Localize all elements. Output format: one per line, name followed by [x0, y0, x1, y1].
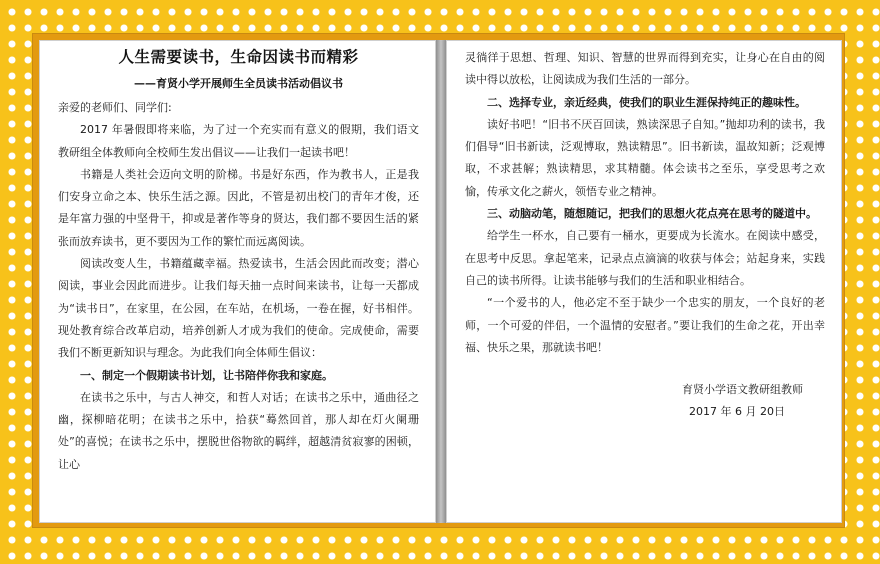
body-paragraph: 书籍是人类社会迈向文明的阶梯。书是好东西，作为教书人，正是我们安身立命之本、快乐生活之源。因此，不管是初出校门的青年才俊，还是年富力强的中坚骨干，抑或是著作等身的贤达，我们都不要因生活的紧张而放弃读书，更不要因为工作的繁忙而远离阅读。 — [58, 167, 419, 248]
document-subtitle: ——育贤小学开展师生全员读书活动倡议书 — [134, 77, 343, 90]
left-page — [39, 40, 436, 523]
body-paragraph: “一个爱书的人，他必定不至于缺少一个忠实的朋友，一个良好的老师，一个可爱的伴侣，一个温情的安慰者。”要让我们的生命之花，开出幸福、快乐之果，那就读书吧！ — [465, 296, 825, 354]
body-paragraph: 2017 年暑假即将来临，为了过一个充实而有意义的假期，我们语文教研组全体教师向全校师生发出倡议——让我们一起读书吧！ — [58, 123, 419, 159]
document-title: 人生需要读书，生命因读书而精彩 — [118, 47, 359, 66]
body-paragraph: 阅读改变人生，书籍蕴藏幸福。热爱读书，生活会因此而改变；潜心阅读，事业会因此而进步。让我们每天抽一点时间来读书，让每一天都成为“读书日”，在家里，在公园，在车站，在机场，一卷在握，好书相伴。现处教育综合改革启动，培养创新人才成为我们的使命。完成使命，需要我们不断更新知识与理念。为此我们向全体师生倡议： — [58, 257, 419, 360]
section-heading: 三、动脑动笔，随想随记，把我们的思想火花点亮在思考的隧道中。 — [487, 207, 817, 221]
left-body — [58, 119, 419, 476]
right-body — [465, 47, 825, 359]
date: 2017 年 6 月 20日 — [689, 405, 785, 419]
section-heading: 一、制定一个假期读书计划，让书陪伴你我和家庭。 — [80, 368, 333, 382]
page-gutter — [436, 40, 446, 523]
body-paragraph: 读好书吧！“旧书不厌百回读，熟读深思子自知。”抛却功利的读书，我们倡导“旧书新读，泛观博取，熟读精思”。旧书新读，温故知新；泛观博取，不求甚解；熟读精思，求其精髓。体会读书之至乐，享受思考之欢愉，传承文化之薪火，领悟专业之精神。 — [465, 117, 825, 198]
right-page — [446, 40, 842, 523]
section-heading: 二、选择专业，亲近经典，使我们的职业生涯保持纯正的趣味性。 — [487, 95, 806, 109]
greeting: 亲爱的老师们、同学们: — [58, 101, 172, 114]
body-paragraph: 在读书之乐中，与古人神交，和哲人对话；在读书之乐中，通曲径之幽，探柳暗花明；在读书之乐中，拾获“蓦然回首，那人却在灯火阑珊处”的喜悦；在读书之乐中，摆脱世俗物欲的羁绊，超越清贫寂寥的困顿，让心 — [58, 390, 419, 471]
signature: 育贤小学语文教研组教师 — [682, 383, 803, 397]
body-paragraph: 给学生一杯水，自己要有一桶水，更要成为长流水。在阅读中感受，在思考中反思。拿起笔来，记录点点滴滴的收获与体会；站起身来，实践自己的读书所得。让读书能够与我们的生活和职业相结合。 — [465, 229, 825, 287]
body-paragraph: 灵徜徉于思想、哲理、知识、智慧的世界而得到充实，让身心在自由的阅读中得以放松，让阅读成为我们生活的一部分。 — [465, 51, 825, 87]
